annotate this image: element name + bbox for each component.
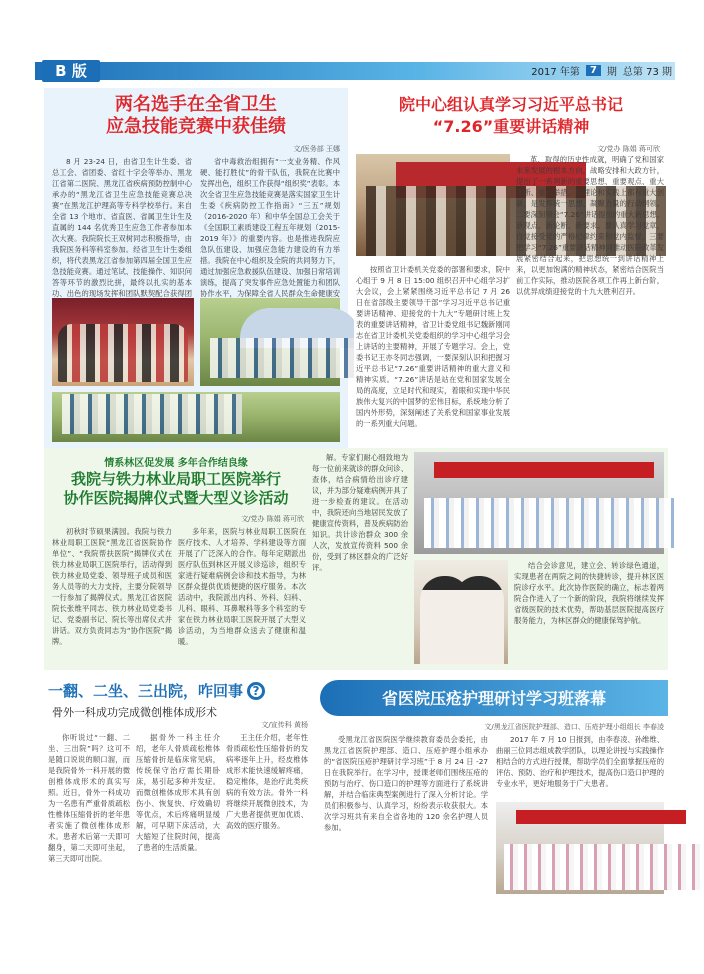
issue-suffix: 期 — [606, 67, 617, 78]
issue-number: 7 — [586, 65, 601, 76]
question-icon: ? — [247, 682, 265, 700]
article2-title-line2: “7.26”重要讲话精神 — [432, 117, 590, 136]
article2-title — [354, 94, 668, 138]
article4-subtitle: 骨外一科成功完成微创椎体成形术 — [52, 706, 217, 719]
article3-col2: 多年来，医院与林业局职工医院在医疗技术、人才培养、学科建设等方面开展了广泛深入的合作。每年定期派出医疗队伍到林区开展义诊巡诊，组织专家进行疑难病例会诊和技术指导，为林区群众提供优质便捷的医疗服务。本次活动中，我院派出内科、外科、妇科、儿科、眼科、耳鼻喉科等多个科室的专家在铁力林业局职工医院开展了大型义诊活动，为当地群众送去了健康和温暖。 — [178, 527, 306, 646]
article3-title-line2: 协作医院揭牌仪式暨大型义诊活动 — [63, 489, 289, 507]
article3-byline: 文/党办 陈娟 蒋可欣 — [241, 515, 304, 523]
article5-col1: 受黑龙江省医院医学继续教育委员会委托，由黑龙江省医院护理部、造口、压疮护理小组承办的“省医院压疮护理研讨学习班”于 8 月 24 日 -27 日在我院举行。在学习中，授课老师们围绕压疮的预防与治疗、伤口造口的护理等方面进行了系统讲解，并结合临床典型案例进行了深入分析讨论。学员们积极参与、认真学习，纷纷表示收获很大。本次学习班共有来自全省各地的 120 余名护理人员参加。 — [324, 735, 488, 832]
issue-total: 总第 73 期 — [622, 67, 672, 78]
article2-byline: 文/党办 陈娟 蒋可欣 — [597, 145, 660, 153]
ceremony-photo — [414, 452, 664, 554]
award-photo — [52, 298, 194, 386]
article4-col3: 王主任介绍，老年性骨质疏松性压缩骨折的发病率逐年上升，经皮椎体成形术能快速缓解疼痛，稳定椎体，是治疗此类疾病的有效方法。骨外一科将继续开展微创技术，为广大患者提供更加优质、高效的医疗服务。 — [226, 733, 308, 830]
article2-col1: 按照省卫计委机关党委的部署和要求，院中心组于 9 月 8 日 15:00 组织召开中心组学习扩大会议，会上紧紧围绕习近平总书记 7 月 26 日在省部级主要领导干部“学习习近平总书记重要讲话精神、迎接党的十九大”专题研讨班上发表的重要讲话精神，省卫计委党组书记魏新刚同志在省卫计委机关党委组织的学习中心组学习会上讲话的主要精神，开展了专题学习。会上，党委书记王亦冬同志强调，一要深刻认识和把握习近平总书记“7.26”重要讲话精神的重大意义和精神实质。“7.26”讲话是站在党和国家发展全局的高度，立足时代和现实，着眼和实现中华民族伟大复兴的中国梦的宏伟目标，系统地分析了国内外形势，深刻阐述了关系党和国家事业发展的一系列重大问题。 — [356, 265, 510, 428]
article1-col2: 省中毒救治组拥有“一支业务精、作风硬、能打胜仗”的骨干队伍，我院在比赛中发挥出色，组织工作获得“组织奖”表彰。本次全省卫生应急技能竞赛是落实国家卫生计生委《疾病防控工作指南》“三五”规划（2016-2020 年）和中华全国总工会关于《全国职工素质建设工程五年规划（2015-2019 年）》的重要内容。也是推进我院应急队伍建设、加强应急能力建设的有力举措。我院在中心组织及全院的共同努力下，通过加强应急救援队伍建设、加强日常培训演练，提高了突发事件应急处置能力和团队协作水平，为保障全省人民群众生命健康安 — [200, 157, 340, 298]
article4-byline: 文/宣传科 黄杨 — [261, 721, 308, 729]
article-study-speech — [354, 88, 668, 446]
article3-title-line1: 我院与铁力林业局职工医院举行 — [70, 470, 281, 488]
article1-title-line1: 两名选手在全省卫生 — [115, 94, 277, 115]
article-spine-surgery — [44, 676, 312, 966]
edition-label: B 版 — [42, 60, 100, 82]
article1-title-line2: 应急技能竞赛中获佳绩 — [106, 116, 286, 137]
article2-col2: 革、取得的历史性成就，明确了党和国家未来发展的根本方向，战略安排和大政方针，提出了一系列新的重要思想、重要观点、重大判断、重大举措，在理论和实践上都有重大创新，是发挥统一思想、凝聚力量的行动纲领。二要深刻领会“7.26”讲话提出的重大新思想、新观点、新论断、新要求。要认真学习党章，自觉接受党的严格纪律约束和党内监督。三要把学习“7.26”重要讲话精神同推动医院改革发展紧密结合起来，把思想统一到讲话精神上来，以更加饱满的精神状态，紧密结合医院当前工作实际，推动医院各项工作再上新台阶，以优异成绩迎接党的十九大胜利召开。 — [516, 155, 664, 296]
article2-title-line1: 院中心组认真学习习近平总书记 — [398, 95, 623, 114]
article3-col4: 结合会诊意见，建立会、转诊绿色通道，实现患者在两院之间的快捷转诊，提升林区医院诊疗水平。此次协作医院的确立，标志着两院合作进入了一个新的阶段，我院将继续发挥省级医院的技术优势，帮助基层医院提高医疗服务能力，为林区群众的健康保驾护航。 — [514, 561, 664, 625]
article5-col2: 2017 年 7 月 10 日报到，由李春凌、孙维维、曲丽三位同志组成教学团队，以理论讲授与实践操作相结合的方式进行授课，帮助学员们全面掌握压疮的评估、预防、治疗和护理技术，提高伤口造口护理的专业水平，更好地服务于广大患者。 — [496, 735, 664, 788]
meeting-photo — [356, 154, 510, 256]
article4-col2: 据骨外一科主任介绍，老年人骨质疏松椎体压缩骨折是临床常见病，传统保守治疗需长期卧床，易引起多种并发症。而微创椎体成形术具有创伤小、恢复快、疗效确切等优点，术后疼痛明显缓解，可早期下床活动，大大缩短了住院时间，提高了患者的生活质量。 — [136, 733, 220, 852]
training-photo — [52, 392, 340, 442]
article-forestry-hospital — [44, 448, 668, 670]
article-pressure-ulcer — [320, 676, 668, 966]
article4-title-text: 一翻、二坐、三出院，咋回事 — [48, 682, 244, 700]
article1-col1: 8 月 23-24 日，由省卫生计生委、省总工会、省团委、省红十字会等举办、黑龙江省第二医院、黑龙江省疾病预防控制中心承办的“黑龙江省卫生应急技能竞赛总决赛”在黑龙江护理高等专科学校举行。来自全省 13 个地市、省直医、省属卫生计生及直属的 144 名优秀卫生应急工作者参加本次大赛。我院院长王双树同志积极指导，由我院医务科等科室参加。经省卫生计生委组织，将代表黑龙江省参加第四届全国卫生应急技能竞赛。通过笔试、技能操作、知识问答等环节的激烈比拼，最终以扎实的基本功、出色的现场发挥和团队默契配合获得团 — [52, 157, 192, 298]
class-photo — [496, 802, 664, 894]
article5-title: 省医院压疮护理研讨学习班落幕 — [381, 689, 606, 708]
drill-photo — [200, 298, 340, 386]
issue-info — [531, 63, 672, 78]
article1-title — [44, 94, 348, 138]
page-header — [0, 0, 702, 82]
issue-year: 2017 年第 — [531, 67, 580, 78]
clinic-photo — [414, 560, 508, 664]
article-emergency-contest — [44, 88, 348, 448]
article3-col1: 初秋时节硕果满园。我院与铁力林业局职工医院“黑龙江省医院协作单位”、“我院帮扶医院”揭牌仪式在铁力林业局职工医院举行，活动得到铁力林业局党委、领导班子成员和医务人员等的大力支持，主要分院领导一行参加了揭牌仪式。黑龙江省医院院长张维平同志、铁力林业局党委书记、党委副书记、院长等出席仪式并讲话。双方负责同志为“协作医院”揭牌。 — [52, 527, 172, 646]
article3-kicker: 情系林区促发展 多年合作结良缘 — [104, 458, 248, 469]
article3-col3: 解。专家们耐心细致地为每一位前来就诊的群众问诊、查体，结合病情给出诊疗建议，并为部分疑难病例开具了进一步检查的建议。在活动中，我院还向当地居民发放了健康宣传资料，普及疾病防治知识。共计诊治群众 300 余人次，发放宣传资料 500 余份，受到了林区群众的广泛好评。 — [312, 453, 408, 572]
article4-title — [48, 680, 308, 701]
article5-byline: 文/黑龙江省医院护理部、造口、压疮护理小组组长 李春凌 — [484, 723, 664, 731]
article3-title — [44, 470, 308, 508]
article4-col1: 你听说过“一翻、二坐、三出院”吗？这可不是随口说说的顺口溜，而是我院骨外一科开展的微创椎体成形术的真实写照。近日，骨外一科成功为一名患有严重骨质疏松性椎体压缩骨折的老年患者实施了微创椎体成形术。患者术后第一天即可翻身，第二天即可坐起，第三天即可出院。 — [48, 733, 130, 863]
article1-byline: 文/医务部 王娜 — [293, 145, 340, 153]
